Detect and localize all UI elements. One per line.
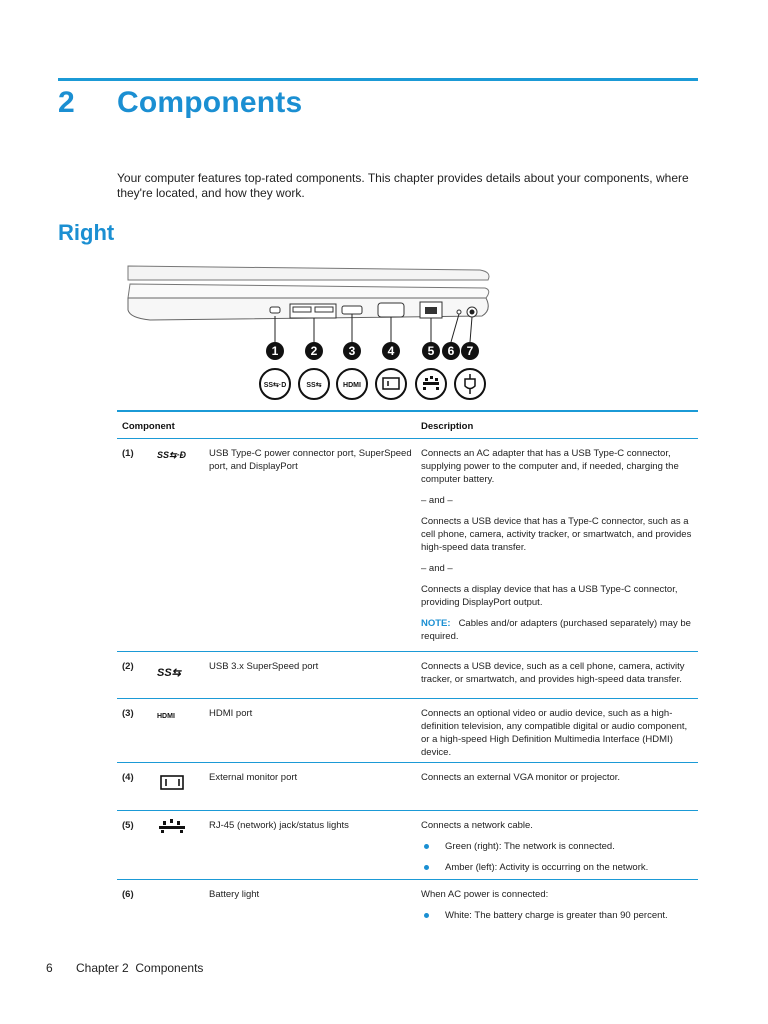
- component-description: Connects an external VGA monitor or projector.: [421, 772, 621, 783]
- component-description: [421, 819, 693, 882]
- row-number: (2): [122, 661, 134, 672]
- usb-superspeed-icon: [155, 662, 195, 682]
- laptop-right-side-figure: [120, 258, 500, 408]
- note: [421, 617, 693, 643]
- running-footer: Chapter 2 Components: [76, 961, 204, 975]
- description-paragraph: Connects a USB device that has a Type-C connector, such as a cell phone, camera, activity tracker, or smartwatch, and provides high-speed data transfer.: [421, 516, 692, 553]
- callout-2: 2: [310, 344, 318, 358]
- callout-3: 3: [348, 344, 356, 358]
- table-row: [117, 699, 698, 763]
- power-connector-icon: [455, 369, 485, 399]
- svg-text:SS⇆·Ð: SS⇆·Ð: [157, 450, 187, 460]
- components-table: [117, 410, 698, 940]
- network-jack-icon: [155, 817, 195, 837]
- row-number: (4): [122, 772, 134, 783]
- component-name: USB 3.x SuperSpeed port: [209, 661, 319, 672]
- component-description: Connects a USB device, such as a cell phone, camera, activity tracker, or smartwatch, and provides high-speed data transfer.: [421, 661, 685, 685]
- description-paragraph: Connects a display device that has a USB Type-C connector, providing DisplayPort output.: [421, 584, 678, 608]
- table-header: [117, 410, 698, 439]
- callout-1: 1: [271, 344, 279, 358]
- chapter-title: Components: [117, 86, 303, 119]
- table-row: [117, 763, 698, 811]
- header-component: Component: [122, 421, 175, 432]
- chapter-number: 2: [58, 86, 75, 119]
- svg-text:SS⇆·D: SS⇆·D: [263, 382, 287, 389]
- component-name: External monitor port: [209, 772, 298, 783]
- header-description: Description: [421, 421, 474, 432]
- row-number: (5): [122, 820, 134, 831]
- callout-5: 5: [427, 344, 435, 358]
- vga-monitor-icon: [376, 369, 406, 399]
- component-name: RJ-45 (network) jack/status lights: [209, 820, 349, 831]
- row-number: (6): [122, 889, 134, 900]
- description-paragraph: Connects a network cable.: [421, 820, 533, 831]
- callout-6: 6: [447, 344, 455, 358]
- table-row: [117, 811, 698, 880]
- component-name: Battery light: [209, 889, 260, 900]
- component-description: [421, 447, 693, 651]
- bullet-item: White: The battery charge is greater than 90 percent.: [421, 909, 693, 922]
- table-row: [117, 652, 698, 699]
- usb-c-displayport-icon: [155, 445, 195, 465]
- page-number: 6: [46, 961, 53, 975]
- vga-monitor-icon: [155, 773, 195, 793]
- section-heading: Right: [58, 220, 115, 245]
- hdmi-icon: [155, 705, 195, 725]
- bullet-item: Amber (left): Activity is occurring on the network.: [421, 861, 693, 874]
- svg-text:SS⇆: SS⇆: [306, 382, 322, 389]
- bullet-item: Green (right): The network is connected.: [421, 840, 693, 853]
- component-description: [421, 888, 693, 930]
- description-paragraph: When AC power is connected:: [421, 889, 549, 900]
- row-number: (1): [122, 448, 134, 459]
- svg-text:HDMI: HDMI: [157, 713, 175, 720]
- component-name: USB Type-C power connector port, SuperSpeed port, and DisplayPort: [209, 448, 412, 472]
- table-row: [117, 439, 698, 652]
- intro-paragraph: Your computer features top-rated components. This chapter provides details about your components, where they're located, and how they work.: [117, 171, 689, 200]
- component-name: HDMI port: [209, 708, 253, 719]
- description-paragraph: Connects an AC adapter that has a USB Type-C connector, supplying power to the computer and, if needed, charging the computer battery.: [421, 448, 679, 485]
- description-paragraph: – and –: [421, 495, 453, 506]
- callout-7: 7: [466, 344, 474, 358]
- note-label: NOTE:: [421, 618, 451, 629]
- svg-text:HDMI: HDMI: [343, 382, 361, 389]
- chapter-rule: [58, 78, 698, 81]
- row-number: (3): [122, 708, 134, 719]
- table-row: [117, 880, 698, 940]
- callout-4: 4: [387, 344, 395, 358]
- note-text: Cables and/or adapters (purchased separately) may be required.: [421, 618, 691, 642]
- component-description: Connects an optional video or audio device, such as a high-definition television, any compatible digital or audio component, or a high-speed High Definition Multimedia Interface (HDMI) device.: [421, 708, 688, 758]
- description-paragraph: – and –: [421, 563, 453, 574]
- svg-text:SS⇆: SS⇆: [157, 667, 181, 679]
